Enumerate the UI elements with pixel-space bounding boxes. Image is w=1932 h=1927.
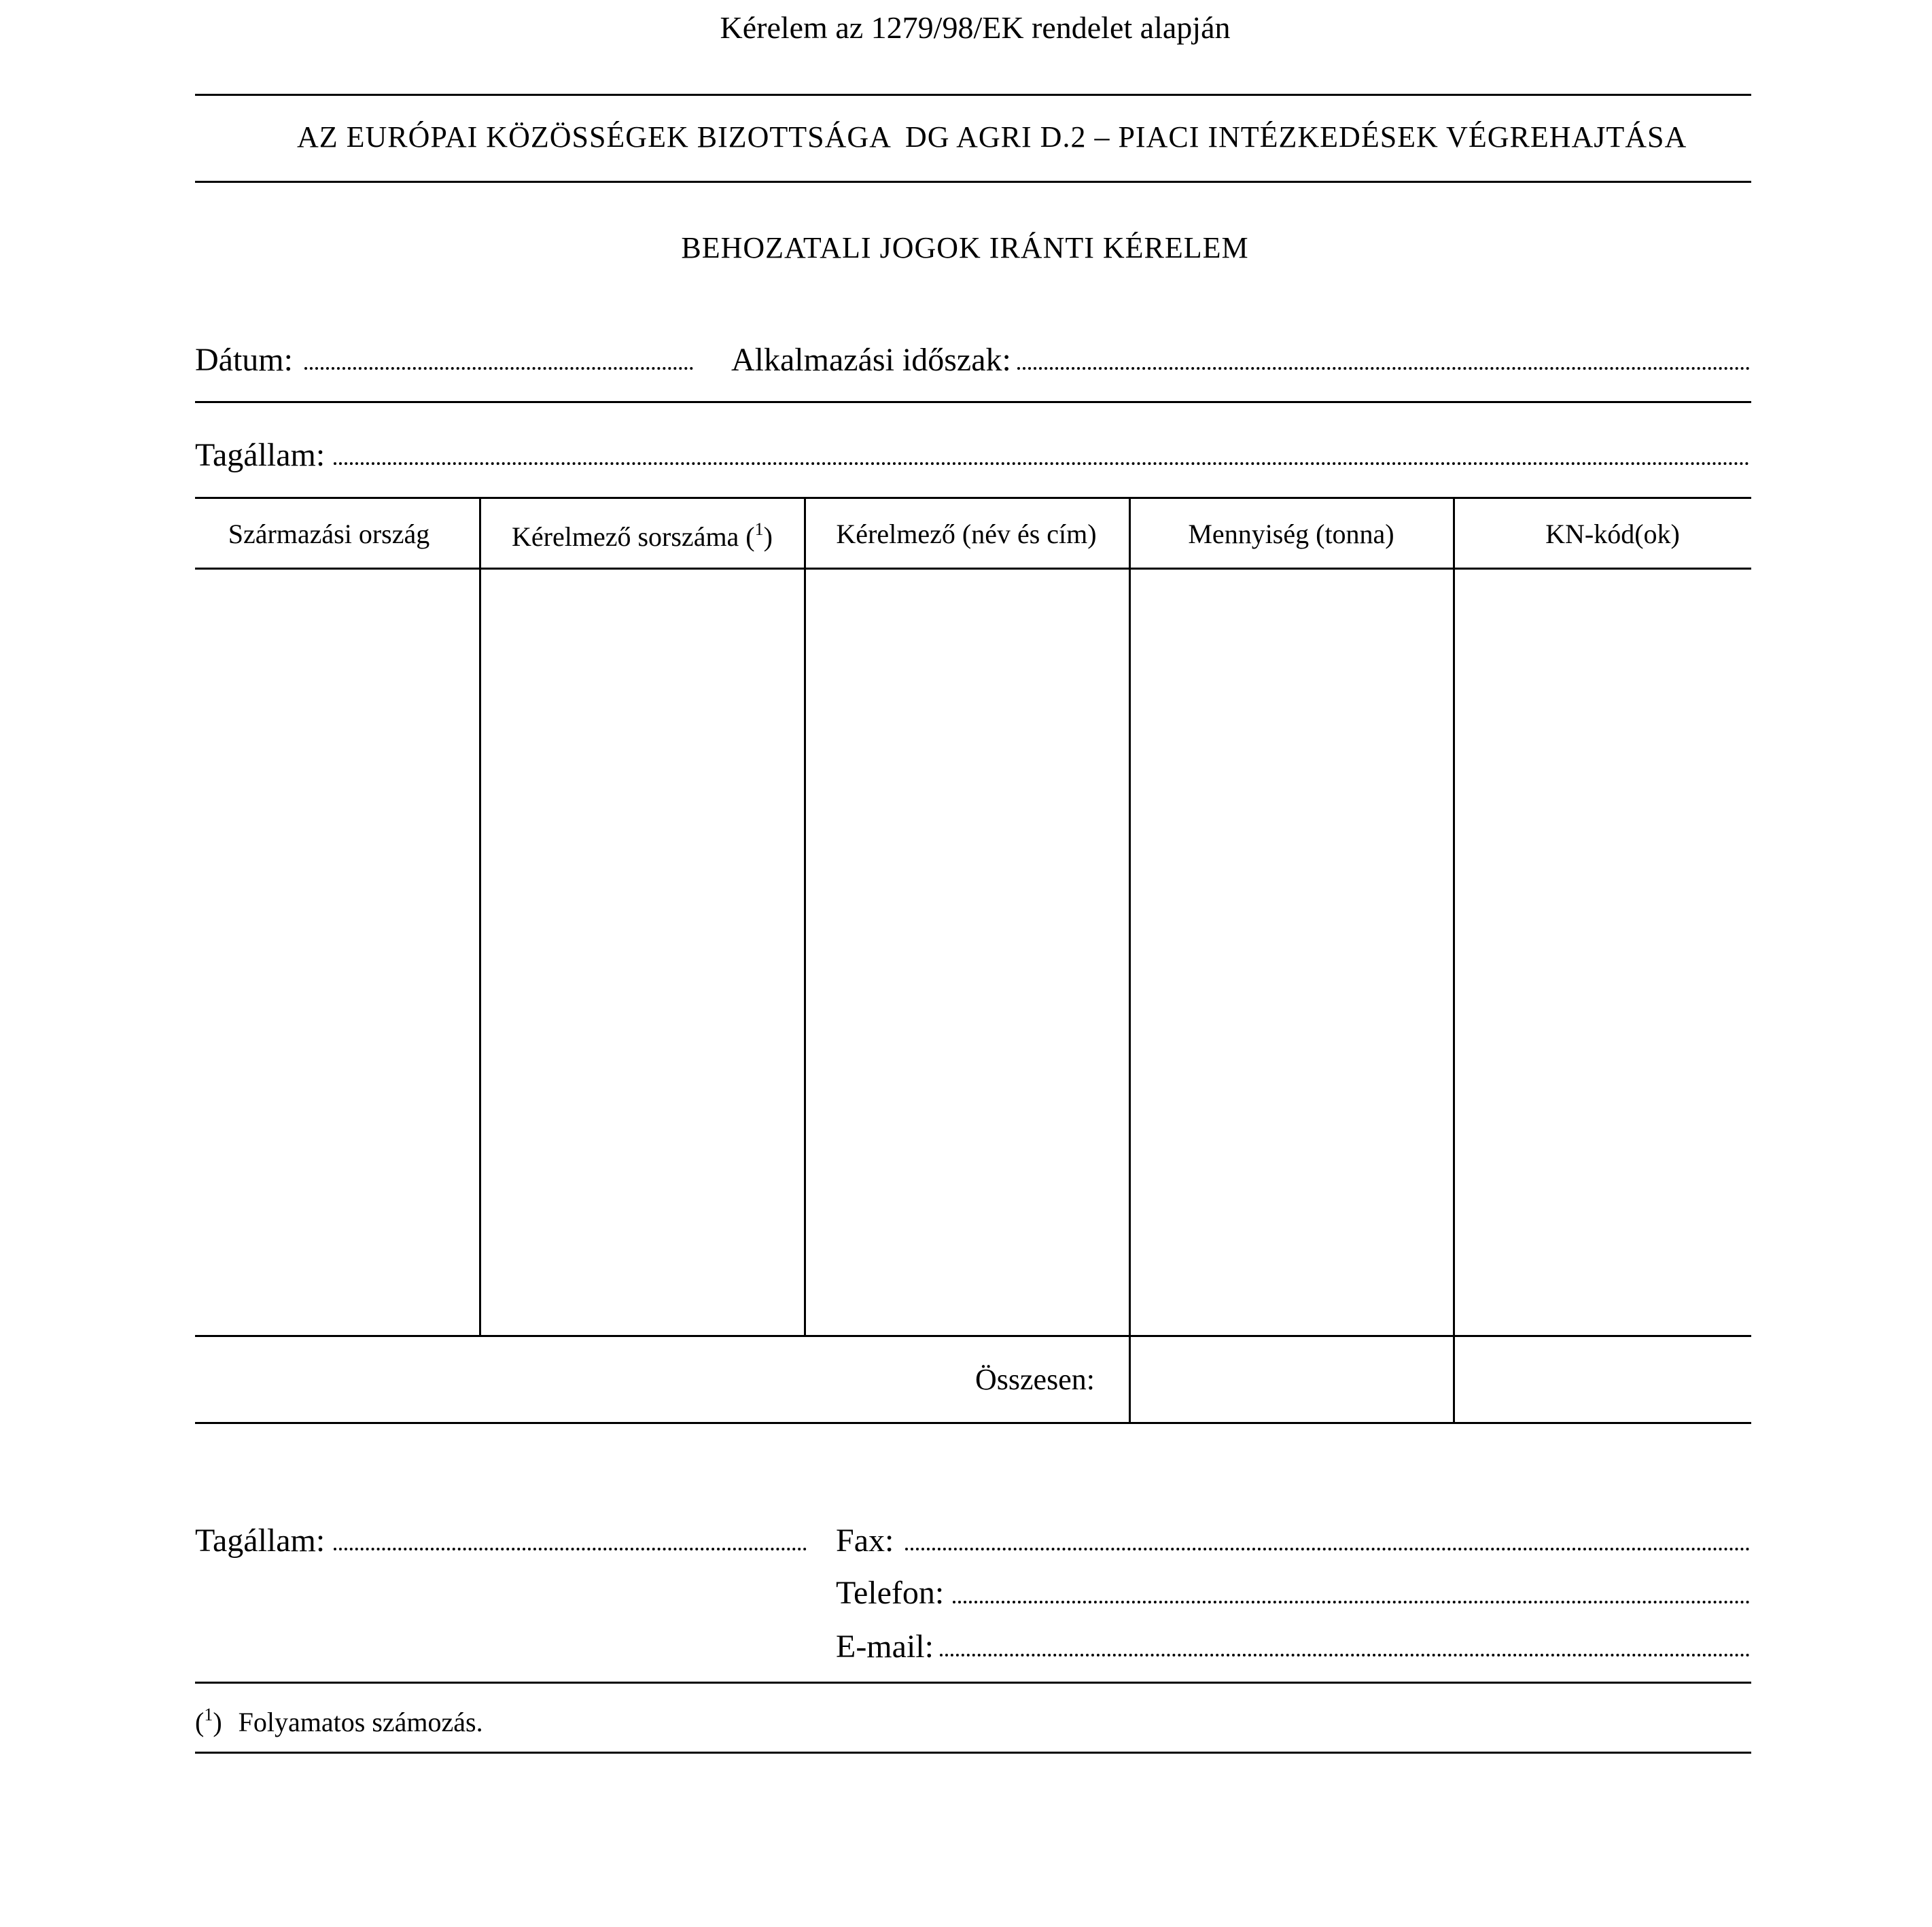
column-header-suffix: ) (763, 521, 773, 552)
divider-bottom (195, 1752, 1751, 1754)
column-header-text: Kérelmező sorszáma ( (512, 521, 755, 552)
form-title: BEHOZATALI JOGOK IRÁNTI KÉRELEM (681, 231, 1249, 264)
column-divider (1453, 497, 1455, 1424)
column-header-cn-codes: KN-kód(ok) (1545, 519, 1680, 549)
column-divider (804, 497, 806, 1337)
date-field[interactable] (304, 367, 693, 370)
period-label: Alkalmazási időszak: (731, 342, 1011, 378)
footnote (195, 1706, 483, 1736)
table-header-border (195, 568, 1751, 570)
fax-field[interactable] (905, 1548, 1750, 1550)
commission-name: AZ EURÓPAI KÖZÖSSÉGEK BIZOTTSÁGA (297, 120, 892, 154)
footnote-marker-number: 1 (204, 1705, 213, 1724)
divider-top (195, 94, 1751, 96)
divider-date (195, 401, 1751, 403)
directorate-name: DG AGRI D.2 – PIACI INTÉZKEDÉSEK VÉGREHAJTÁSA (905, 120, 1687, 154)
email-label: E-mail: (836, 1629, 934, 1665)
divider-header-bottom (195, 181, 1751, 183)
footnote-reference: 1 (754, 519, 764, 539)
column-header-origin-country: Származási ország (228, 519, 430, 549)
member-state-field[interactable] (334, 462, 1750, 465)
phone-label: Telefon: (836, 1575, 945, 1611)
total-quantity-cell[interactable] (1131, 1337, 1453, 1422)
contact-member-state-label: Tagállam: (195, 1523, 326, 1559)
period-field[interactable] (1017, 367, 1750, 370)
column-header-applicant-number (512, 521, 773, 551)
member-state-label: Tagállam: (195, 437, 326, 473)
email-field[interactable] (940, 1654, 1750, 1656)
total-cn-cell[interactable] (1455, 1337, 1751, 1422)
column-header-quantity: Mennyiség (tonna) (1188, 519, 1394, 549)
total-label: Összesen: (975, 1363, 1095, 1396)
footnote-marker-close: ) (213, 1707, 222, 1737)
footnote-text: Folyamatos számozás. (238, 1707, 483, 1737)
table-top-border (195, 497, 1751, 499)
date-label: Dátum: (195, 342, 293, 378)
phone-field[interactable] (953, 1601, 1750, 1603)
table-bottom-border (195, 1422, 1751, 1424)
column-divider (1129, 497, 1131, 1424)
regulation-reference: Kérelem az 1279/98/EK rendelet alapján (720, 10, 1231, 45)
fax-label: Fax: (836, 1523, 894, 1559)
column-header-applicant: Kérelmező (név és cím) (836, 519, 1097, 549)
footnote-marker-open: ( (195, 1707, 205, 1737)
column-divider (479, 497, 481, 1337)
contact-member-state-field[interactable] (334, 1548, 807, 1550)
divider-footnote (195, 1682, 1751, 1684)
